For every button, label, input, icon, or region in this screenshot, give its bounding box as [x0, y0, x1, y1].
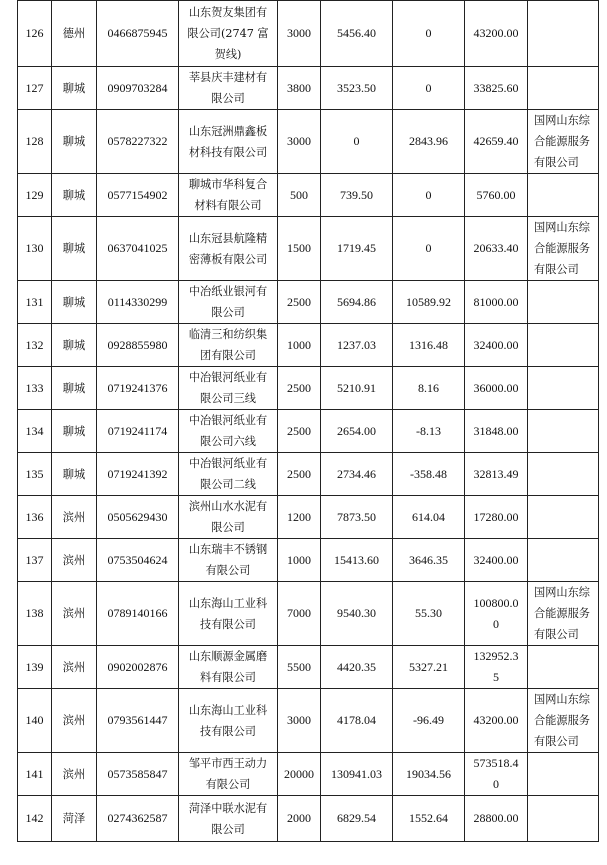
company-name-cell: 山东海山工业科 技有限公司	[179, 689, 278, 753]
row-number-cell: 127	[18, 67, 52, 110]
value-3-cell: 32400.00	[465, 324, 528, 367]
value-2-cell: 2843.96	[393, 110, 465, 174]
value-2-cell: 614.04	[393, 496, 465, 539]
value-2-cell: 5327.21	[393, 646, 465, 689]
value-2-cell: 0	[393, 1, 465, 67]
row-number-cell: 128	[18, 110, 52, 174]
city-cell: 聊城	[52, 324, 97, 367]
company-name-cell: 滨州山水水泥有 限公司	[179, 496, 278, 539]
note-cell	[528, 646, 599, 689]
value-3-cell: 43200.00	[465, 689, 528, 753]
company-name-cell: 山东冠洲鼎鑫板 材科技有限公司	[179, 110, 278, 174]
value-1-cell: 739.50	[321, 174, 393, 217]
value-3-cell: 31848.00	[465, 410, 528, 453]
note-cell	[528, 796, 599, 842]
value-1-cell: 6829.54	[321, 796, 393, 842]
table-row	[18, 410, 599, 453]
row-number-cell: 141	[18, 753, 52, 796]
value-2-cell: -96.49	[393, 689, 465, 753]
table-row	[18, 174, 599, 217]
row-number-cell: 137	[18, 539, 52, 582]
account-id-cell: 0789140166	[97, 582, 179, 646]
city-cell: 聊城	[52, 110, 97, 174]
data-table	[17, 0, 599, 842]
row-number-cell: 132	[18, 324, 52, 367]
city-cell: 滨州	[52, 646, 97, 689]
table-row	[18, 1, 599, 67]
account-id-cell: 0909703284	[97, 67, 179, 110]
account-id-cell: 0114330299	[97, 281, 179, 324]
value-1-cell: 4178.04	[321, 689, 393, 753]
capacity-cell: 3000	[278, 689, 321, 753]
capacity-cell: 3800	[278, 67, 321, 110]
value-2-cell: 8.16	[393, 367, 465, 410]
company-name-cell: 中冶纸业银河有 限公司	[179, 281, 278, 324]
value-1-cell: 15413.60	[321, 539, 393, 582]
company-name-cell: 临清三和纺织集 团有限公司	[179, 324, 278, 367]
account-id-cell: 0902002876	[97, 646, 179, 689]
value-2-cell: -8.13	[393, 410, 465, 453]
account-id-cell: 0719241392	[97, 453, 179, 496]
note-cell	[528, 410, 599, 453]
value-1-cell: 1719.45	[321, 217, 393, 281]
company-name-cell: 菏泽中联水泥有 限公司	[179, 796, 278, 842]
account-id-cell: 0573585847	[97, 753, 179, 796]
account-id-cell: 0577154902	[97, 174, 179, 217]
table-row	[18, 110, 599, 174]
city-cell: 聊城	[52, 410, 97, 453]
value-3-cell: 33825.60	[465, 67, 528, 110]
row-number-cell: 135	[18, 453, 52, 496]
city-cell: 聊城	[52, 367, 97, 410]
account-id-cell: 0505629430	[97, 496, 179, 539]
note-cell	[528, 67, 599, 110]
table-row	[18, 453, 599, 496]
note-cell: 国网山东综 合能源服务 有限公司	[528, 582, 599, 646]
table-row	[18, 367, 599, 410]
account-id-cell: 0578227322	[97, 110, 179, 174]
company-name-cell: 聊城市华科复合 材料有限公司	[179, 174, 278, 217]
value-2-cell: 3646.35	[393, 539, 465, 582]
value-3-cell: 17280.00	[465, 496, 528, 539]
value-2-cell: 55.30	[393, 582, 465, 646]
note-cell: 国网山东综 合能源服务 有限公司	[528, 689, 599, 753]
company-name-cell: 山东顺源金属磨 料有限公司	[179, 646, 278, 689]
company-name-cell: 中冶银河纸业有 限公司六线	[179, 410, 278, 453]
table-row	[18, 496, 599, 539]
value-3-cell: 132952.3 5	[465, 646, 528, 689]
value-3-cell: 28800.00	[465, 796, 528, 842]
capacity-cell: 3000	[278, 1, 321, 67]
note-cell	[528, 174, 599, 217]
city-cell: 滨州	[52, 582, 97, 646]
note-cell	[528, 1, 599, 67]
company-name-cell: 山东瑞丰不锈钢 有限公司	[179, 539, 278, 582]
value-3-cell: 100800.0 0	[465, 582, 528, 646]
table-row	[18, 753, 599, 796]
company-name-cell: 山东海山工业科 技有限公司	[179, 582, 278, 646]
company-name-cell: 莘县庆丰建材有 限公司	[179, 67, 278, 110]
city-cell: 菏泽	[52, 796, 97, 842]
value-3-cell: 32813.49	[465, 453, 528, 496]
capacity-cell: 2500	[278, 281, 321, 324]
value-3-cell: 42659.40	[465, 110, 528, 174]
company-name-cell: 中冶银河纸业有 限公司二线	[179, 453, 278, 496]
value-1-cell: 2734.46	[321, 453, 393, 496]
account-id-cell: 0274362587	[97, 796, 179, 842]
value-2-cell: 10589.92	[393, 281, 465, 324]
table-row	[18, 539, 599, 582]
note-cell: 国网山东综 合能源服务 有限公司	[528, 110, 599, 174]
city-cell: 滨州	[52, 496, 97, 539]
row-number-cell: 139	[18, 646, 52, 689]
value-1-cell: 5210.91	[321, 367, 393, 410]
value-2-cell: -358.48	[393, 453, 465, 496]
account-id-cell: 0637041025	[97, 217, 179, 281]
capacity-cell: 7000	[278, 582, 321, 646]
capacity-cell: 500	[278, 174, 321, 217]
note-cell	[528, 324, 599, 367]
value-2-cell: 0	[393, 217, 465, 281]
capacity-cell: 2000	[278, 796, 321, 842]
row-number-cell: 130	[18, 217, 52, 281]
row-number-cell: 129	[18, 174, 52, 217]
city-cell: 聊城	[52, 67, 97, 110]
table-row	[18, 689, 599, 753]
account-id-cell: 0928855980	[97, 324, 179, 367]
capacity-cell: 1200	[278, 496, 321, 539]
value-2-cell: 1316.48	[393, 324, 465, 367]
row-number-cell: 126	[18, 1, 52, 67]
value-3-cell: 81000.00	[465, 281, 528, 324]
value-2-cell: 0	[393, 67, 465, 110]
city-cell: 滨州	[52, 753, 97, 796]
table-row	[18, 67, 599, 110]
capacity-cell: 1000	[278, 324, 321, 367]
value-3-cell: 5760.00	[465, 174, 528, 217]
capacity-cell: 1000	[278, 539, 321, 582]
company-name-cell: 山东冠县航隆精 密薄板有限公司	[179, 217, 278, 281]
note-cell	[528, 281, 599, 324]
value-1-cell: 0	[321, 110, 393, 174]
city-cell: 聊城	[52, 174, 97, 217]
city-cell: 聊城	[52, 453, 97, 496]
capacity-cell: 2500	[278, 410, 321, 453]
city-cell: 聊城	[52, 281, 97, 324]
company-name-cell: 山东贺友集团有 限公司(2747 富 贺线)	[179, 1, 278, 67]
row-number-cell: 136	[18, 496, 52, 539]
account-id-cell: 0793561447	[97, 689, 179, 753]
value-2-cell: 0	[393, 174, 465, 217]
account-id-cell: 0719241376	[97, 367, 179, 410]
capacity-cell: 2500	[278, 453, 321, 496]
row-number-cell: 133	[18, 367, 52, 410]
city-cell: 德州	[52, 1, 97, 67]
note-cell: 国网山东综 合能源服务 有限公司	[528, 217, 599, 281]
value-3-cell: 36000.00	[465, 367, 528, 410]
city-cell: 滨州	[52, 689, 97, 753]
row-number-cell: 134	[18, 410, 52, 453]
value-1-cell: 5694.86	[321, 281, 393, 324]
account-id-cell: 0753504624	[97, 539, 179, 582]
row-number-cell: 138	[18, 582, 52, 646]
table-row	[18, 582, 599, 646]
company-name-cell: 邹平市西王动力 有限公司	[179, 753, 278, 796]
row-number-cell: 140	[18, 689, 52, 753]
value-1-cell: 4420.35	[321, 646, 393, 689]
company-name-cell: 中冶银河纸业有 限公司三线	[179, 367, 278, 410]
value-1-cell: 130941.03	[321, 753, 393, 796]
value-1-cell: 9540.30	[321, 582, 393, 646]
note-cell	[528, 753, 599, 796]
value-2-cell: 1552.64	[393, 796, 465, 842]
capacity-cell: 3000	[278, 110, 321, 174]
account-id-cell: 0466875945	[97, 1, 179, 67]
row-number-cell: 142	[18, 796, 52, 842]
value-1-cell: 7873.50	[321, 496, 393, 539]
value-3-cell: 20633.40	[465, 217, 528, 281]
table-row	[18, 324, 599, 367]
city-cell: 聊城	[52, 217, 97, 281]
value-1-cell: 2654.00	[321, 410, 393, 453]
capacity-cell: 2500	[278, 367, 321, 410]
value-1-cell: 5456.40	[321, 1, 393, 67]
note-cell	[528, 367, 599, 410]
note-cell	[528, 496, 599, 539]
value-2-cell: 19034.56	[393, 753, 465, 796]
table-row	[18, 646, 599, 689]
value-3-cell: 43200.00	[465, 1, 528, 67]
note-cell	[528, 453, 599, 496]
table-row	[18, 217, 599, 281]
value-3-cell: 32400.00	[465, 539, 528, 582]
capacity-cell: 5500	[278, 646, 321, 689]
table-row	[18, 796, 599, 842]
capacity-cell: 1500	[278, 217, 321, 281]
row-number-cell: 131	[18, 281, 52, 324]
city-cell: 滨州	[52, 539, 97, 582]
value-3-cell: 573518.4 0	[465, 753, 528, 796]
capacity-cell: 20000	[278, 753, 321, 796]
account-id-cell: 0719241174	[97, 410, 179, 453]
table-row	[18, 281, 599, 324]
note-cell	[528, 539, 599, 582]
value-1-cell: 1237.03	[321, 324, 393, 367]
value-1-cell: 3523.50	[321, 67, 393, 110]
